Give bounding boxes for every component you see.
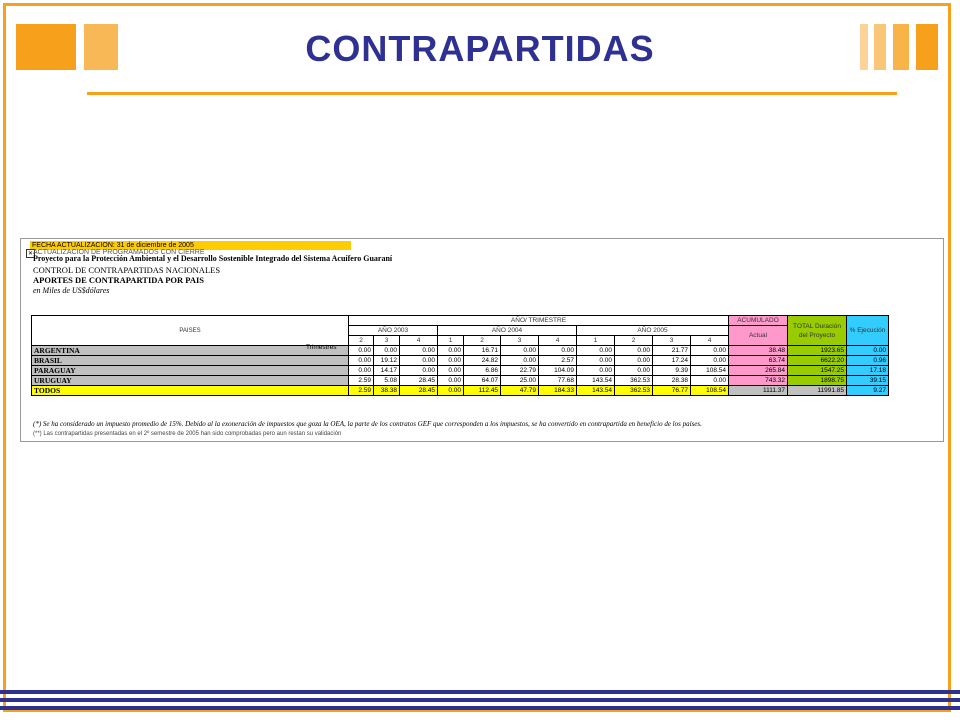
units-label: en Miles de US$dólares [33, 286, 110, 295]
quarter-value-cell: 21.77 [653, 346, 691, 356]
quarter-value-cell: 0.00 [400, 366, 438, 376]
footer-stripe [0, 690, 960, 694]
contrapartidas-table [31, 315, 889, 396]
header-paises: PAISES [32, 316, 349, 346]
header-anio-trimestre: AÑO/ TRIMESTRE [349, 316, 729, 326]
total-row [32, 386, 889, 396]
quarter-header: 2 [615, 336, 653, 346]
total-cell: 1923.65 [788, 346, 847, 356]
quarter-value-cell: 0.00 [615, 356, 653, 366]
quarter-value-cell: 0.00 [577, 346, 615, 356]
quarter-value-cell: 112.45 [464, 386, 501, 396]
quarter-value-cell: 14.17 [374, 366, 400, 376]
quarter-value-cell: 0.00 [691, 356, 729, 366]
header-actual: Actual [729, 326, 788, 346]
quarter-header: 3 [653, 336, 691, 346]
table-row [32, 366, 889, 376]
quarter-value-cell: 0.00 [400, 346, 438, 356]
quarter-value-cell: 22.79 [501, 366, 539, 376]
header-pct-ejecucion: % Ejecución [847, 316, 889, 346]
decor-bar-right-1 [860, 24, 868, 70]
quarter-value-cell: 2.57 [539, 356, 577, 366]
decor-square-left-1 [16, 24, 76, 70]
checkbox-icon: ✕ [27, 250, 34, 257]
footnote-1: (*) Se ha considerado un impuesto promedio de 15%. Debido al la exoneración de impuestos que goza la OEA, la parte de los contratos GEF que corresponden a los impuestos, se ha convertido en contrapartida en beneficio de los países. [33, 420, 702, 428]
title-underline [87, 92, 897, 95]
ghost-label: ACTUALIZACION DE PROGRAMADOS CON CIERRE [33, 249, 205, 256]
quarter-value-cell: 184.33 [539, 386, 577, 396]
quarter-value-cell: 0.00 [577, 356, 615, 366]
quarter-header: 3 [501, 336, 539, 346]
quarter-value-cell: 28.38 [653, 376, 691, 386]
header-total: TOTAL Duración del Proyecto [788, 316, 847, 346]
quarter-header: 1 [438, 336, 464, 346]
quarter-value-cell: 76.77 [653, 386, 691, 396]
table-row [32, 356, 889, 366]
quarter-header: 4 [400, 336, 438, 346]
quarter-value-cell: 17.24 [653, 356, 691, 366]
quarter-value-cell: 0.00 [374, 346, 400, 356]
trimestres-label: Trimestres [306, 344, 337, 351]
quarter-value-cell: 0.00 [615, 366, 653, 376]
quarter-value-cell: 0.00 [691, 376, 729, 386]
decor-bar-right-4 [916, 24, 938, 70]
quarter-header: 2 [464, 336, 501, 346]
pct-cell: 17.18 [847, 366, 889, 376]
header-year-2004: AÑO 2004 [438, 326, 577, 336]
quarter-value-cell: 16.71 [464, 346, 501, 356]
acumulado-cell: 1111.37 [729, 386, 788, 396]
country-name-cell: URUGUAY [32, 376, 349, 386]
quarter-header: 2 [349, 336, 374, 346]
project-title: Proyecto para la Protección Ambiental y el Desarrollo Sostenible Integrado del Sistema Acuífero Guaraní [33, 254, 393, 263]
pct-cell: 0.00 [847, 346, 889, 356]
footer-stripe [0, 706, 960, 710]
quarter-value-cell: 0.00 [615, 346, 653, 356]
table-row [32, 346, 889, 356]
quarter-value-cell: 25.00 [501, 376, 539, 386]
quarter-value-cell: 0.00 [349, 366, 374, 376]
quarter-value-cell: 9.39 [653, 366, 691, 376]
total-cell: 11991.85 [788, 386, 847, 396]
quarter-value-cell: 0.00 [438, 366, 464, 376]
country-name-cell: ARGENTINA [32, 346, 349, 356]
acumulado-cell: 743.32 [729, 376, 788, 386]
quarter-value-cell: 362.53 [615, 386, 653, 396]
quarter-value-cell: 0.00 [438, 376, 464, 386]
acumulado-cell: 38.48 [729, 346, 788, 356]
quarter-value-cell: 0.00 [349, 356, 374, 366]
quarter-value-cell: 0.00 [539, 346, 577, 356]
control-title: CONTROL DE CONTRAPARTIDAS NACIONALES [33, 265, 221, 275]
quarter-header: 3 [374, 336, 400, 346]
footer-stripe [0, 698, 960, 702]
quarter-value-cell: 0.00 [691, 346, 729, 356]
total-cell: 6622.20 [788, 356, 847, 366]
header-year-2005: AÑO 2005 [577, 326, 729, 336]
quarter-value-cell: 0.00 [349, 346, 374, 356]
quarter-value-cell: 28.45 [400, 376, 438, 386]
footnote-2: (**) Las contrapartidas presentadas en el 2º semestre de 2005 han sido comprobadas pero aun restan su validación [33, 431, 342, 437]
country-name-cell: BRASIL [32, 356, 349, 366]
quarter-value-cell: 5.08 [374, 376, 400, 386]
decor-bar-right-3 [893, 24, 909, 70]
quarter-header: 4 [539, 336, 577, 346]
quarter-value-cell: 77.68 [539, 376, 577, 386]
acumulado-cell: 265.84 [729, 366, 788, 376]
quarter-value-cell: 0.00 [577, 366, 615, 376]
acumulado-cell: 63.74 [729, 356, 788, 366]
quarter-value-cell: 143.54 [577, 376, 615, 386]
quarter-value-cell: 143.54 [577, 386, 615, 396]
quarter-value-cell: 0.00 [438, 386, 464, 396]
header-acumulado: ACUMULADO [729, 316, 788, 326]
total-cell: 1898.75 [788, 376, 847, 386]
pct-cell: 39.15 [847, 376, 889, 386]
decor-bar-right-2 [874, 24, 886, 70]
quarter-value-cell: 28.45 [400, 386, 438, 396]
quarter-value-cell: 0.00 [438, 346, 464, 356]
header-year-2003: AÑO 2003 [349, 326, 438, 336]
quarter-value-cell: 108.54 [691, 386, 729, 396]
quarter-value-cell: 2.59 [349, 376, 374, 386]
quarter-header: 1 [577, 336, 615, 346]
quarter-value-cell: 38.38 [374, 386, 400, 396]
quarter-value-cell: 6.86 [464, 366, 501, 376]
quarter-value-cell: 104.09 [539, 366, 577, 376]
decor-square-left-2 [84, 24, 118, 70]
table-row [32, 376, 889, 386]
slide-title: CONTRAPARTIDAS [305, 28, 655, 69]
quarter-value-cell: 0.00 [501, 356, 539, 366]
quarter-value-cell: 2.59 [349, 386, 374, 396]
total-cell: 1547.25 [788, 366, 847, 376]
country-name-cell: TODOS [32, 386, 349, 396]
quarter-header: 4 [691, 336, 729, 346]
update-date-label: FECHA ACTUALIZACION: 31 de diciembre de 2005 [30, 241, 351, 250]
country-name-cell: PARAGUAY [32, 366, 349, 376]
pct-cell: 9.27 [847, 386, 889, 396]
quarter-value-cell: 64.07 [464, 376, 501, 386]
quarter-value-cell: 362.53 [615, 376, 653, 386]
spreadsheet-image [20, 238, 944, 442]
aportes-title: APORTES DE CONTRAPARTIDA POR PAIS [33, 275, 204, 285]
quarter-value-cell: 108.54 [691, 366, 729, 376]
quarter-value-cell: 0.00 [438, 356, 464, 366]
pct-cell: 0.96 [847, 356, 889, 366]
quarter-value-cell: 0.00 [400, 356, 438, 366]
quarter-value-cell: 0.00 [501, 346, 539, 356]
quarter-value-cell: 19.12 [374, 356, 400, 366]
quarter-value-cell: 47.79 [501, 386, 539, 396]
quarter-value-cell: 24.82 [464, 356, 501, 366]
